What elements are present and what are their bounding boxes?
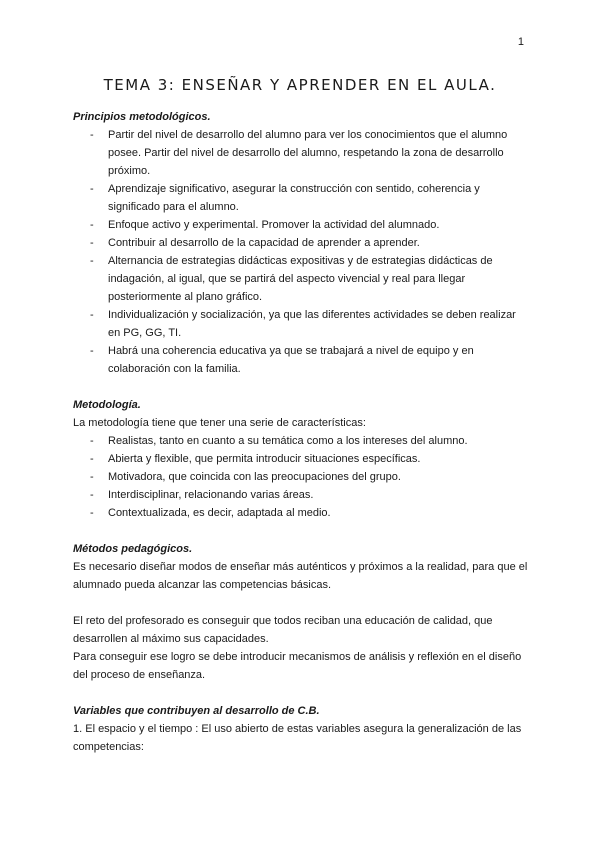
list-item: - Enfoque activo y experimental. Promover la actividad del alumnado. <box>73 216 528 234</box>
document-body <box>73 108 528 756</box>
page-title: TEMA 3: ENSEÑAR Y APRENDER EN EL AULA. <box>103 76 497 94</box>
variables-paragraph-1: 1. El espacio y el tiempo : El uso abierto de estas variables asegura la generalización de las competencias: <box>73 723 522 753</box>
page-number: 1 <box>517 36 524 48</box>
list-item: - Aprendizaje significativo, asegurar la construcción con sentido, coherencia y significado para el alumno. <box>73 180 528 216</box>
list-item: - Realistas, tanto en cuanto a su temática como a los intereses del alumno. <box>73 432 528 450</box>
list-item: - Partir del nivel de desarrollo del alumno para ver los conocimientos que el alumno posee. Partir del nivel de desarrollo del alumno, respetando la zona de desarrollo próximo. <box>73 126 528 180</box>
list-item: - Abierta y flexible, que permita introducir situaciones específicas. <box>73 450 528 468</box>
heading-principios: Principios metodológicos. <box>73 111 211 123</box>
list-item: - Alternancia de estrategias didácticas expositivas y de estrategias didácticas de indagación, al igual, que se partirá del aspecto vivencial y real para llegar posteriormente al plano gráfico. <box>73 252 528 306</box>
list-item: - Individualización y socialización, ya que las diferentes actividades se deben realizar en PG, GG, TI. <box>73 306 528 342</box>
heading-variables: Variables que contribuyen al desarrollo de C.B. <box>73 705 320 717</box>
list-item: - Motivadora, que coincida con las preocupaciones del grupo. <box>73 468 528 486</box>
list-item: - Interdisciplinar, relacionando varias áreas. <box>73 486 528 504</box>
principios-list <box>73 126 528 378</box>
metodos-paragraph-3: Para conseguir ese logro se debe introducir mecanismos de análisis y reflexión en el diseño del proceso de enseñanza. <box>73 651 522 681</box>
heading-metodos: Métodos pedagógicos. <box>73 543 193 555</box>
metodologia-intro: La metodología tiene que tener una serie de características: <box>73 417 366 429</box>
metodos-paragraph-1: Es necesario diseñar modos de enseñar más auténticos y próximos a la realidad, para que el alumnado pueda alcanzar las competencias básicas. <box>73 561 528 591</box>
list-item: - Habrá una coherencia educativa ya que se trabajará a nivel de equipo y en colaboración con la familia. <box>73 342 528 378</box>
metodos-paragraph-2: El reto del profesorado es conseguir que todos reciban una educación de calidad, que desarrollen al máximo sus capacidades. <box>73 615 493 645</box>
heading-metodologia: Metodología. <box>73 399 141 411</box>
list-item: - Contribuir al desarrollo de la capacidad de aprender a aprender. <box>73 234 528 252</box>
list-item: - Contextualizada, es decir, adaptada al medio. <box>73 504 528 522</box>
metodologia-list <box>73 432 528 522</box>
